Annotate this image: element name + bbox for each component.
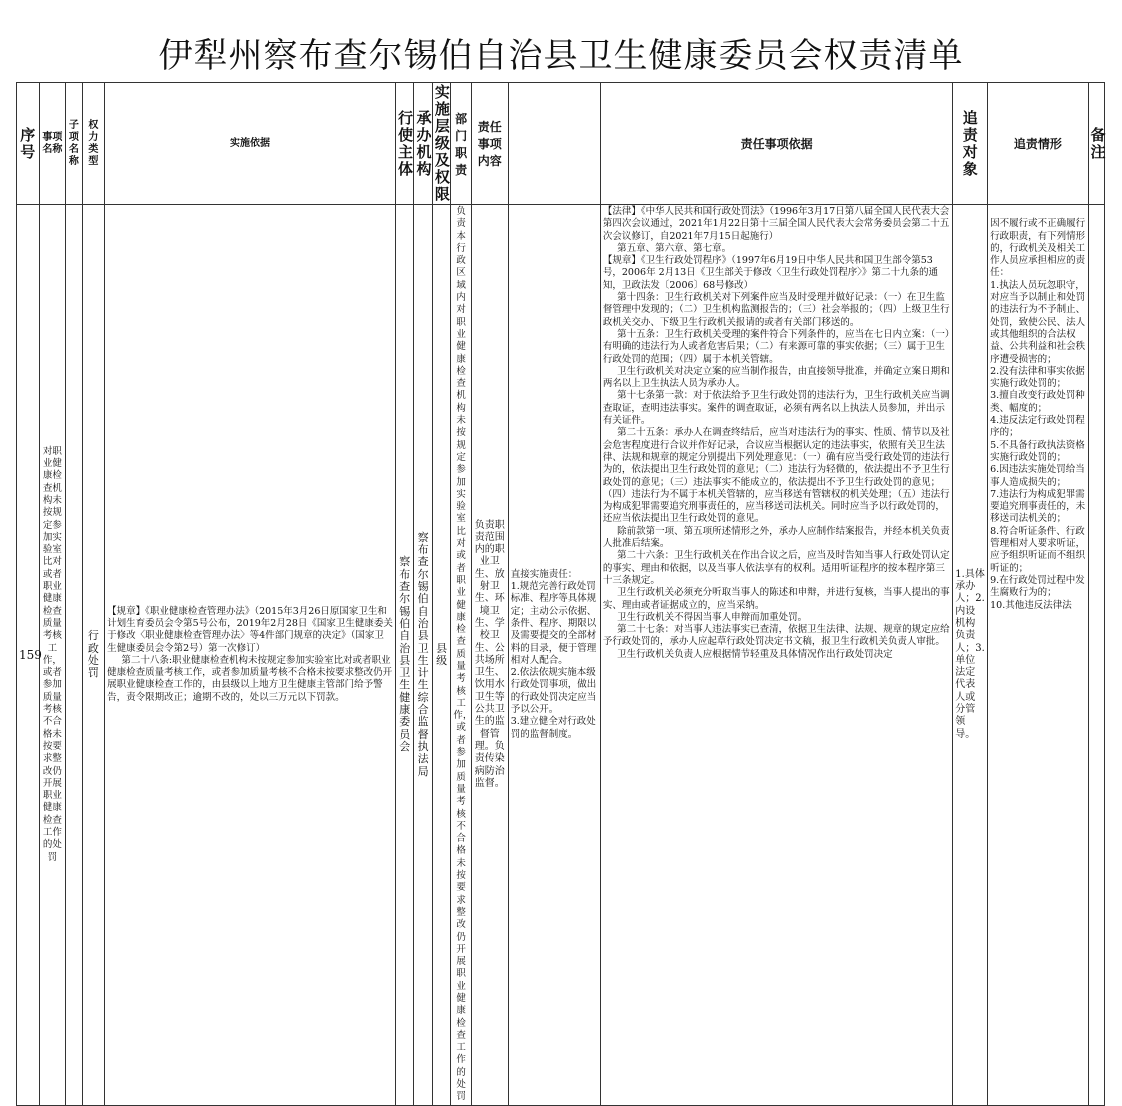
table-row (17, 205, 1105, 1106)
col-resp-basis: 责任事项依据 (600, 83, 952, 205)
resp-basis-paragraph: 【法律】《中华人民共和国行政处罚法》（1996年3月17日第八届全国人民代表大会第四次会议通过，2021年1月22日第十三届全国人民代表大会常务委员会第二十五次会议修订，自2021年7月15日起施行） (602, 206, 950, 242)
resp-basis-paragraph: 卫生行政机关不得因当事人申辩而加重处罚。 (617, 611, 808, 623)
cell-resp-content: 直接实施责任： 1.规范完善行政处罚标准、程序等具体规定；主动公示依据、条件、程序、期限以及需要提交的全部材料的目录，便于管理相对人配合。 2.依法依规实施本级行政处罚事项，做出的行政处罚决定应当予以公开。 3.建立健全对行政处罚的监督制度。 (508, 205, 600, 1106)
cell-seq: 159 (17, 205, 40, 1106)
col-subject: 行使主体 (396, 83, 414, 205)
responsibility-table (16, 82, 1105, 1106)
cell-sub-item-name (66, 205, 82, 1106)
cell-accountable: 1.具体承办人；2.内设机构负责人；3.单位法定代表人或分管领导。 (953, 205, 988, 1106)
circumstances-text: 因不履行或不正确履行行政职责，有下列情形的，行政机关及相关工作人员应承担相应的责任： 1.执法人员玩忽职守，对应当予以制止和处罚的违法行为不予制止、处罚，致使公民、法人或其他组织的合法权益、公共利益和社会秩序遭受损害的； 2.没有法律和事实依据实施行政处罚的； 3.擅自改变行政处罚种类、幅度的； 4.违反法定行政处罚程序的； 5.不具备行政执法资格实施行政处罚的； 6.因违法实施处罚给当事人造成损失的； 7.违法行为构成犯罪需要追究刑事责任的，未移送司法机关的； 8.符合听证条件、行政管理相对人要求听证，应予组织听证而不组织听证的； 9.在行政处罚过程中发生腐败行为的； 10.其他违反法律法 (990, 218, 1086, 611)
cell-remarks (1088, 205, 1104, 1106)
cell-power-type: 行政处罚 (82, 205, 105, 1106)
resp-basis-paragraph: 卫生行政机关对决定立案的应当制作报告，由直接领导批准，并确定立案日期和两名以上卫生执法人员为承办人。 (602, 365, 950, 390)
cell-resp-basis (600, 205, 952, 1106)
col-sub-item-name: 子项名称 (66, 83, 82, 205)
col-resp-content: 责任事项内容 (471, 83, 508, 205)
cell-item-name: 对职业健康检查机构未按规定参加实验室比对或者职业健康检查质量考核工作，或者参加质量考核不合格未按要求整改仍开展职业健康检查工作的处罚 (39, 205, 66, 1106)
resp-basis-paragraph: 卫生行政机关必须充分听取当事人的陈述和申辩，并进行复核，当事人提出的事实、理由或者证据成立的，应当采纳。 (602, 587, 950, 611)
col-seq: 序号 (17, 83, 40, 205)
col-basis: 实施依据 (105, 83, 396, 205)
col-level: 实施层级及权限 (432, 83, 450, 205)
page-title: 伊犁州察布查尔锡伯自治县卫生健康委员会权责清单 (158, 36, 964, 76)
cell-level-name: 县级 (432, 205, 450, 1106)
col-dept-duty: 部门职责 (451, 83, 471, 205)
cell-level-desc: 负责本行政区域内对职业健康检查机构未按规定参加实验室比对或者职业健康检查质量考核工作，或者参加质量考核不合格未按要求整改仍开展职业健康检查工作的处罚 (451, 205, 471, 1106)
col-remarks: 备注 (1088, 83, 1104, 205)
resp-basis-paragraph: 第五章、第六章、第七章。 (617, 242, 732, 254)
cell-dept-duty: 负责职责范围内的职业卫生、放射卫生、环境卫生、学校卫生、公共场所卫生、饮用水卫生等公共卫生的监督管理。负责传染病防治监督。 (471, 205, 508, 1106)
resp-basis-paragraph: 第十四条：卫生行政机关对下列案件应当及时受理并做好记录：（一）在卫生监督管理中发现的；（二）卫生机构监测报告的；（三）社会举报的；（四）上级卫生行政机关交办、下级卫生行政机关报请的或者有关部门移送的。 (602, 292, 950, 328)
col-resp-content-wide (508, 83, 600, 205)
resp-basis-text (603, 206, 950, 661)
resp-basis-paragraph: 第十五条：卫生行政机关受理的案件符合下列条件的，应当在七日内立案：（一）有明确的违法行为人或者危害后果；（二）有来源可靠的事实依据；（三）属于卫生行政处罚的范围；（四）属于本机关管辖。 (602, 328, 950, 365)
resp-basis-paragraph: 除前款第一项、第五项所述情形之外，承办人应制作结案报告，并经本机关负责人批准后结案。 (602, 525, 950, 550)
resp-basis-paragraph: 第二十五条：承办人在调查终结后，应当对违法行为的事实、性质、情节以及社会危害程度进行合议并作好记录，合议应当根据认定的违法事实，依照有关卫生法律、法规和规章的规定分别提出下列处理意见：（一）确有应当受行政处罚的违法行为的，依法提出卫生行政处罚的意见；（二）违法行为轻微的，依法提出不予卫生行政处罚的意见；（三）违法事实不能成立的，依法提出不予卫生行政处罚的意见；（四）违法行为不属于本机关管辖的，应当移送有管辖权的机关处理；（五）违法行为构成犯罪需要追究刑事责任的，应当移送司法机关。同时应当予以行政处罚的，还应当依法提出卫生行政处罚的意见。 (602, 427, 950, 525)
resp-basis-paragraph: 卫生行政机关负责人应根据情节轻重及具体情况作出行政处罚决定 (617, 648, 893, 660)
col-circumstances: 追责情形 (988, 83, 1088, 205)
table-header-row (17, 83, 1105, 205)
col-accountable: 追责对象 (953, 83, 988, 205)
resp-basis-paragraph: 第十七条第一款：对于依法给予卫生行政处罚的违法行为，卫生行政机关应当调查取证，查明违法事实。案件的调查取证，必须有两名以上执法人员参加，并出示有关证件。 (602, 390, 950, 427)
cell-subject: 察布查尔锡伯自治县卫生健康委员会 (396, 205, 414, 1106)
basis-paragraph-2: 第二十八条:职业健康检查机构未按规定参加实验室比对或者职业健康检查质量考核工作，或者参加质量考核不合格未按要求整改仍开展职业健康检查工作的，由县级以上地方卫生健康主管部门给予警告，责令限期改正；逾期不改的，处以三万元以下罚款。 (107, 654, 393, 703)
col-power-type: 权力类型 (82, 83, 105, 205)
resp-basis-paragraph: 第二十六条：卫生行政机关在作出合议之后，应当及时告知当事人行政处罚认定的事实、理由和依据，以及当事人依法享有的权利。适用听证程序的按本程序第三十三条规定。 (602, 550, 950, 586)
resp-basis-paragraph: 第二十七条：对当事人违法事实已查清，依据卫生法律、法规、规章的规定应给予行政处罚的，承办人应起草行政处罚决定书文稿，报卫生行政机关负责人审批。 (602, 624, 950, 648)
cell-basis (105, 205, 396, 1106)
col-undertaker: 承办机构 (414, 83, 432, 205)
cell-undertaker: 察布查尔锡伯自治县卫生计生综合监督执法局 (414, 205, 432, 1106)
resp-basis-paragraph: 【规章】《卫生行政处罚程序》（1997年6月19日中华人民共和国卫生部令第53号，2006年 2月13日《卫生部关于修改〈卫生行政处罚程序〉》第二十九条的通知，卫政法发〔2006〕68号修改） (602, 255, 938, 291)
cell-circumstances (988, 205, 1088, 1106)
col-item-name: 事项名称 (39, 83, 66, 205)
basis-paragraph-1: 【规章】《职业健康检查管理办法》（2015年3月26日原国家卫生和计划生育委员会令第5号公布，2019年2月28日《国家卫生健康委关于修改〈职业健康检查管理办法〉等4件部门规章的决定》（国家卫生健康委员会令第2号）第一次修订） (107, 605, 393, 654)
